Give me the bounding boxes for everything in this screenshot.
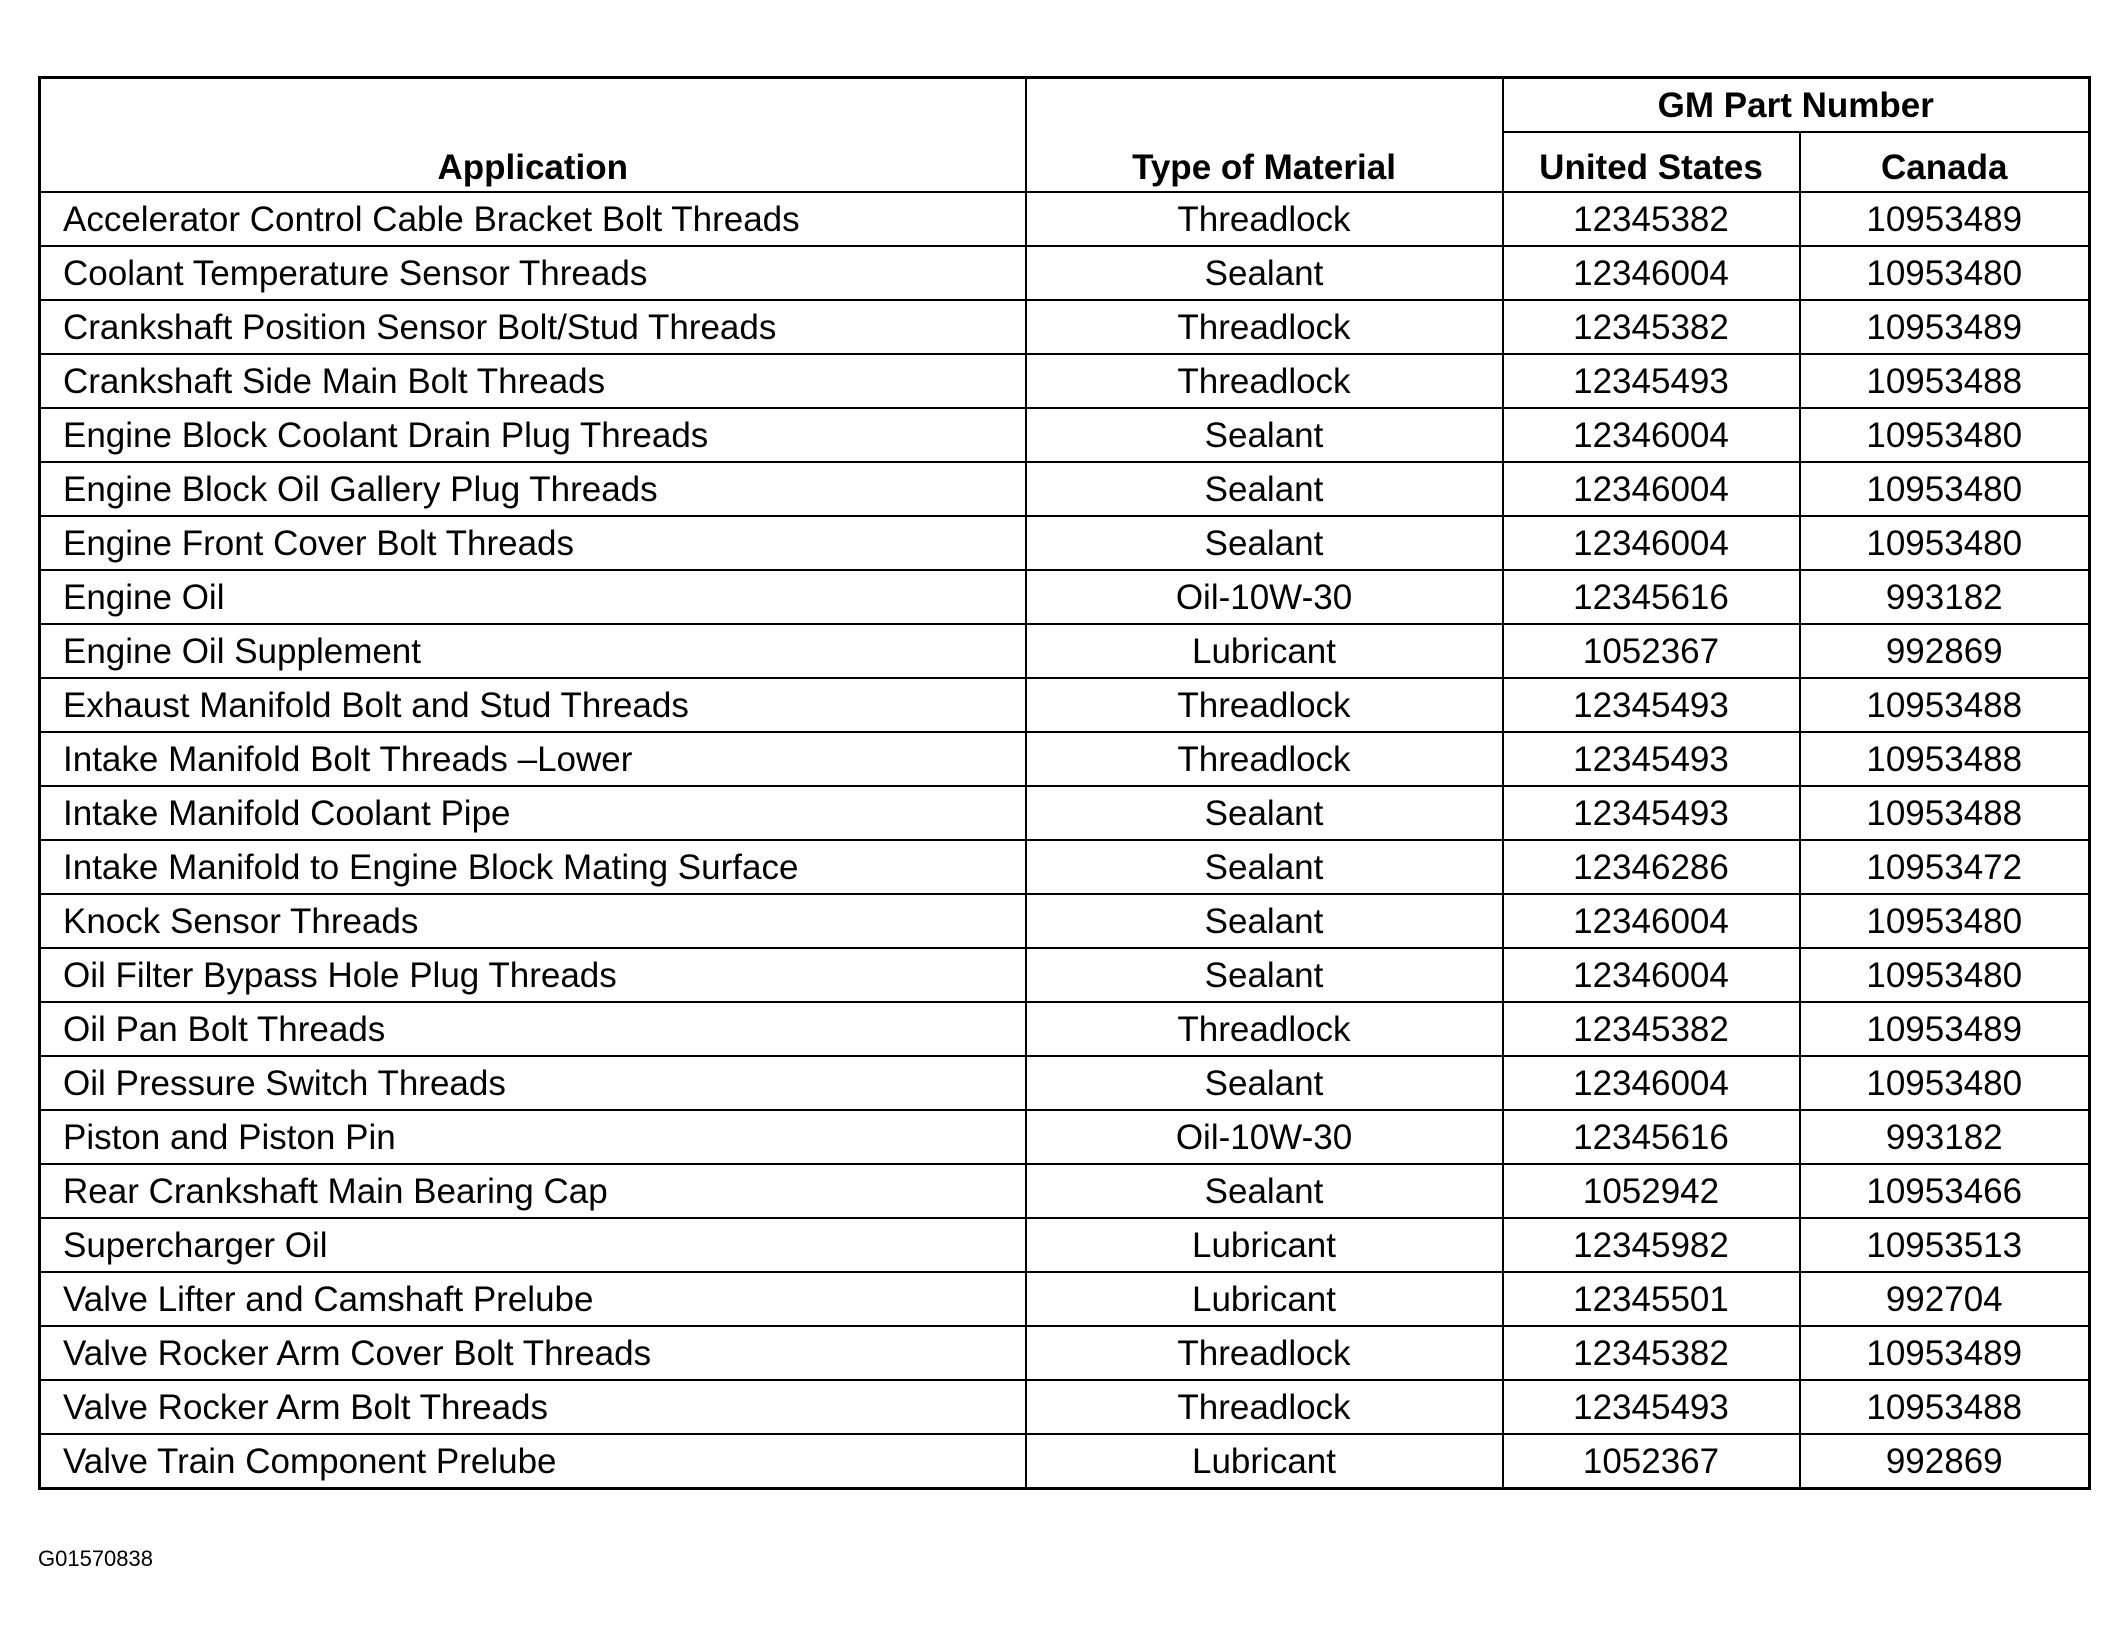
cell-us-part-number: 1052367 [1503,1434,1800,1489]
header-type-of-material: Type of Material [1026,78,1503,193]
cell-us-part-number: 12346286 [1503,840,1800,894]
cell-canada-part-number: 993182 [1800,1110,2090,1164]
cell-us-part-number: 12345493 [1503,786,1800,840]
cell-canada-part-number: 10953489 [1800,1326,2090,1380]
cell-canada-part-number: 10953480 [1800,516,2090,570]
cell-canada-part-number: 992869 [1800,1434,2090,1489]
cell-us-part-number: 12346004 [1503,246,1800,300]
cell-application: Crankshaft Side Main Bolt Threads [40,354,1026,408]
cell-canada-part-number: 10953480 [1800,408,2090,462]
cell-canada-part-number: 10953488 [1800,678,2090,732]
cell-material: Sealant [1026,1056,1503,1110]
table-row [40,1056,2090,1110]
cell-canada-part-number: 10953466 [1800,1164,2090,1218]
parts-table [38,76,2091,1490]
header-row-top [40,78,2090,133]
cell-application: Engine Oil Supplement [40,624,1026,678]
table-row [40,1110,2090,1164]
cell-us-part-number: 12345382 [1503,300,1800,354]
cell-us-part-number: 1052942 [1503,1164,1800,1218]
cell-us-part-number: 12345616 [1503,570,1800,624]
table-row [40,678,2090,732]
cell-us-part-number: 12345493 [1503,678,1800,732]
table-row [40,192,2090,246]
cell-application: Valve Rocker Arm Bolt Threads [40,1380,1026,1434]
cell-material: Threadlock [1026,354,1503,408]
table-row [40,1326,2090,1380]
table-row [40,408,2090,462]
cell-canada-part-number: 10953488 [1800,732,2090,786]
cell-canada-part-number: 10953488 [1800,1380,2090,1434]
table-row [40,462,2090,516]
cell-application: Oil Pan Bolt Threads [40,1002,1026,1056]
cell-us-part-number: 12346004 [1503,948,1800,1002]
header-gm-part-number: GM Part Number [1503,78,2090,133]
cell-application: Intake Manifold Bolt Threads –Lower [40,732,1026,786]
table-row [40,1164,2090,1218]
cell-application: Crankshaft Position Sensor Bolt/Stud Threads [40,300,1026,354]
cell-canada-part-number: 10953489 [1800,300,2090,354]
cell-material: Threadlock [1026,1380,1503,1434]
cell-application: Valve Train Component Prelube [40,1434,1026,1489]
cell-material: Threadlock [1026,300,1503,354]
table-row [40,1434,2090,1489]
figure-id: G01570838 [38,1546,153,1571]
cell-us-part-number: 12345493 [1503,1380,1800,1434]
cell-material: Sealant [1026,516,1503,570]
cell-material: Sealant [1026,1164,1503,1218]
cell-application: Engine Block Coolant Drain Plug Threads [40,408,1026,462]
table-row [40,1380,2090,1434]
cell-application: Oil Filter Bypass Hole Plug Threads [40,948,1026,1002]
cell-canada-part-number: 10953480 [1800,246,2090,300]
header-united-states: United States [1503,132,1800,192]
cell-us-part-number: 12346004 [1503,516,1800,570]
cell-application: Intake Manifold Coolant Pipe [40,786,1026,840]
cell-canada-part-number: 10953489 [1800,192,2090,246]
table-row [40,570,2090,624]
cell-material: Lubricant [1026,1272,1503,1326]
cell-us-part-number: 12345982 [1503,1218,1800,1272]
cell-canada-part-number: 10953489 [1800,1002,2090,1056]
cell-material: Lubricant [1026,1218,1503,1272]
cell-material: Sealant [1026,246,1503,300]
cell-canada-part-number: 992704 [1800,1272,2090,1326]
cell-canada-part-number: 993182 [1800,570,2090,624]
cell-application: Rear Crankshaft Main Bearing Cap [40,1164,1026,1218]
cell-application: Valve Lifter and Camshaft Prelube [40,1272,1026,1326]
header-application: Application [40,78,1026,193]
cell-canada-part-number: 10953488 [1800,786,2090,840]
table-row [40,354,2090,408]
cell-material: Sealant [1026,840,1503,894]
cell-application: Supercharger Oil [40,1218,1026,1272]
cell-material: Sealant [1026,948,1503,1002]
cell-us-part-number: 12345493 [1503,732,1800,786]
cell-material: Threadlock [1026,1326,1503,1380]
cell-material: Threadlock [1026,192,1503,246]
cell-us-part-number: 12345382 [1503,1326,1800,1380]
cell-material: Sealant [1026,462,1503,516]
cell-material: Threadlock [1026,732,1503,786]
cell-us-part-number: 12345382 [1503,1002,1800,1056]
cell-us-part-number: 12345616 [1503,1110,1800,1164]
cell-application: Coolant Temperature Sensor Threads [40,246,1026,300]
sealers-adhesives-lubricants-sheet [38,76,2088,1490]
table-row [40,1218,2090,1272]
table-row [40,624,2090,678]
cell-material: Lubricant [1026,1434,1503,1489]
cell-application: Engine Front Cover Bolt Threads [40,516,1026,570]
table-row [40,894,2090,948]
cell-canada-part-number: 10953488 [1800,354,2090,408]
cell-us-part-number: 12346004 [1503,462,1800,516]
cell-canada-part-number: 10953480 [1800,894,2090,948]
table-header [40,78,2090,193]
cell-material: Threadlock [1026,678,1503,732]
cell-application: Accelerator Control Cable Bracket Bolt Threads [40,192,1026,246]
cell-material: Sealant [1026,408,1503,462]
cell-application: Engine Oil [40,570,1026,624]
cell-us-part-number: 12345501 [1503,1272,1800,1326]
cell-canada-part-number: 10953513 [1800,1218,2090,1272]
cell-material: Sealant [1026,894,1503,948]
table-row [40,948,2090,1002]
cell-canada-part-number: 10953480 [1800,948,2090,1002]
table-row [40,732,2090,786]
cell-material: Sealant [1026,786,1503,840]
cell-us-part-number: 12345382 [1503,192,1800,246]
cell-application: Intake Manifold to Engine Block Mating Surface [40,840,1026,894]
cell-application: Oil Pressure Switch Threads [40,1056,1026,1110]
cell-application: Exhaust Manifold Bolt and Stud Threads [40,678,1026,732]
cell-canada-part-number: 992869 [1800,624,2090,678]
header-canada: Canada [1800,132,2090,192]
table-row [40,516,2090,570]
table-row [40,1002,2090,1056]
cell-us-part-number: 1052367 [1503,624,1800,678]
cell-us-part-number: 12346004 [1503,894,1800,948]
cell-us-part-number: 12346004 [1503,1056,1800,1110]
cell-canada-part-number: 10953480 [1800,1056,2090,1110]
table-row [40,1272,2090,1326]
cell-application: Knock Sensor Threads [40,894,1026,948]
cell-canada-part-number: 10953480 [1800,462,2090,516]
cell-material: Threadlock [1026,1002,1503,1056]
cell-canada-part-number: 10953472 [1800,840,2090,894]
cell-us-part-number: 12345493 [1503,354,1800,408]
table-row [40,246,2090,300]
cell-material: Oil-10W-30 [1026,1110,1503,1164]
cell-application: Engine Block Oil Gallery Plug Threads [40,462,1026,516]
table-row [40,300,2090,354]
cell-application: Valve Rocker Arm Cover Bolt Threads [40,1326,1026,1380]
cell-material: Lubricant [1026,624,1503,678]
cell-material: Oil-10W-30 [1026,570,1503,624]
table-row [40,840,2090,894]
table-row [40,786,2090,840]
cell-application: Piston and Piston Pin [40,1110,1026,1164]
cell-us-part-number: 12346004 [1503,408,1800,462]
table-body [40,192,2090,1489]
